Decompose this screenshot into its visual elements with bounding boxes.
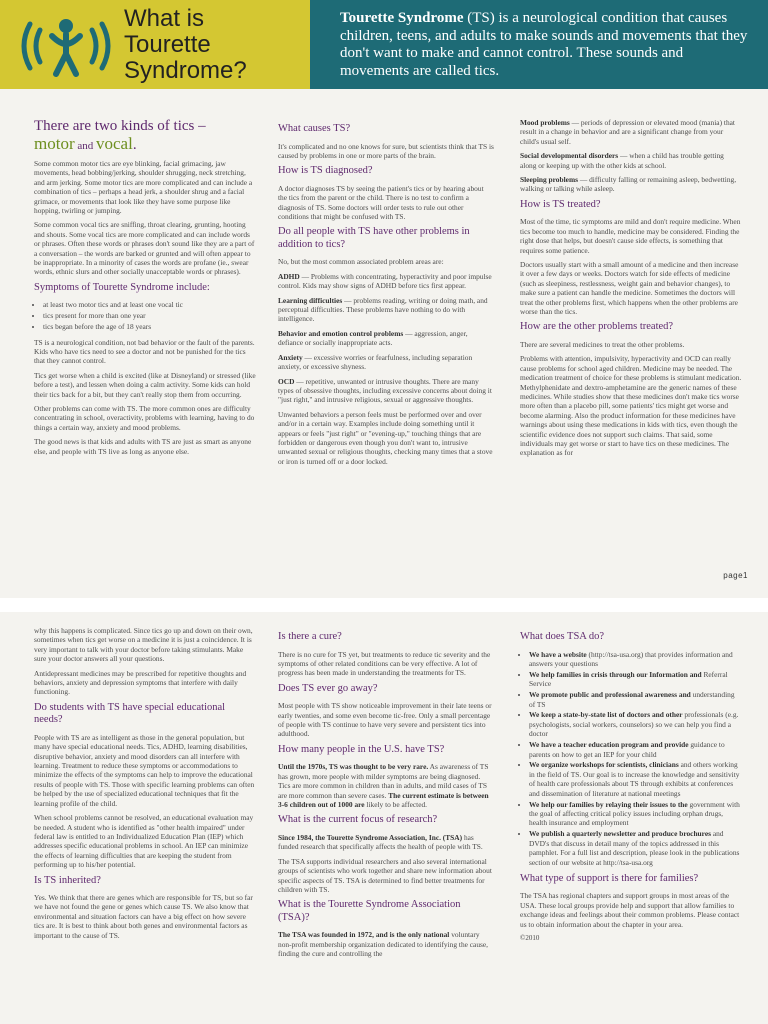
paragraph: There is no cure for TS yet, but treatments to reduce tic severity and the symptoms of other related conditions can be very effective. A lot of progress has been made in understanding the treatments for TS. [278,649,491,678]
paragraph: Behavior and emotion control problems — aggression, anger, defiance or socially inappropriate acts. [278,328,468,348]
paragraph: The TSA has regional chapters and support groups in most areas of the USA. These local groups provide help and support that allow families to exchange ideas and feelings about their common problems. Please contact us to obtain information about the chapter in your area. [520,891,740,929]
section-heading: Is there a cure? [278,631,342,642]
copyright: ©2010 [520,934,540,943]
paragraph: The TSA was founded in 1972, and is the only national voluntary non-profit membership organization dedicated to identifying the cause, finding the cure and controlling the [278,930,489,959]
paragraph: TS is a neurological condition, not bad behavior or the fault of the parents. Kids who have tics need to see a doctor and not be punished for the tics that they cannot control. [34,337,255,366]
paragraph: Other problems can come with TS. The more common ones are difficulty concentrating in school, overactivity, problems with learning, having to do things a certain way, anxiety and mood problems. [34,404,255,432]
list-item: • We promote public and professional awareness and understanding of TS [529,690,742,709]
page-title [124,6,247,84]
paragraph: Yes. We think that there are genes which are responsible for TS, but so far we have not found the gene or genes which cause TS. We also know that environmental and situation factors can have a big effect on how severe tics are. It is best to think about both genes and environmental factors as important to the cause of TS. [34,893,253,940]
section-heading: Is TS inherited? [34,874,101,886]
list-item: • tics began before the age of 18 years [43,322,256,331]
section-heading: What type of support is there for families? [520,872,699,884]
paragraph: Some common vocal tics are sniffing, throat clearing, grunting, hooting and shouts. Some vocal tics are more complicated and can include words or phrases. Often these words or phrases don't sound like they are a part of a conversation – the words are barked or grunted and will often appear to be inappropriate. In a minority of cases the words are profane (ie., swear words, ethnic slurs and other socially unacceptable words or phrases). [34,220,255,277]
list-item: • at least two motor tics and at least one vocal tic [43,300,256,309]
section-heading: Does TS ever go away? [278,682,378,694]
section-heading: Do all people with TS have other problems in addition to tics? [278,226,470,250]
paragraph: It's complicated and no one knows for sure, but scientists think that TS is caused by problems in one or more parts of the brain. [278,141,494,160]
paragraph: Most of the time, tic symptoms are mild and don't require medicine. When tics become too much to handle, medicine may be considered. Finding the right dose that helps, but doesn't cause side effects, is something that requires some patience. [520,217,741,255]
page2-column-2 [278,626,494,964]
page-two [0,612,768,1024]
paragraph: Anxiety — excessive worries or fearfulness, including separation anxiety, or excessive shyness. [278,352,473,372]
paragraph: Problems with attention, impulsivity, hyperactivity and OCD can really cause problems for school aged children. Medicine may be needed. The medication treatment of choice for these problems is stimulant medication. Methylphenidate and dextro-amphetamine are the generic names of these medicines. While studies show that these medicines don't make tics worse more often than a placebo pill, some patients' tics might get worse and become alarming. Also the product information for these medicines have warnings about using these medications in kids with tics, even though the scientific evidence does not support such claims. That said, some individuals may get worse or start to have tics on these medicines. The explanation as for [520,354,742,458]
title-line: Syndrome? [124,57,247,84]
title-line: Tourette [124,31,211,58]
section-heading: What is the Tourette Syndrome Association (TSA)? [278,899,461,923]
paragraph: Some common motor tics are eye blinking, facial grimacing, jaw movements, head bobbing/jerking, shoulder shrugging, neck stretching, and arm jerking. Some motor tics are more complicated and can include a combination of tics – perhaps a head jerk, a shoulder shrug and a facial grimace, or movements that look like they have some purpose like hopping, twirling or jumping. [34,159,253,216]
page-number: page1 [723,571,748,580]
page1-column-2 [278,118,494,471]
paragraph: Since 1984, the Tourette Syndrome Association, Inc. (TSA) has funded research that specifically affects the health of people with TS. [278,832,483,852]
section-heading: How are the other problems treated? [520,321,674,333]
page1-column-1 [34,116,256,461]
page2-column-3 [520,626,742,948]
list-item: • We have a teacher education program and provide guidance to parents on how to get an IEP for your child [529,740,742,759]
tics-heading: There are two kinds of tics – motor and vocal. [34,118,206,153]
list-item: • We help families in crisis through our Information and Referral Service [529,670,742,689]
page-gap [0,598,768,612]
paragraph: Antidepressant medicines may be prescribed for repetitive thoughts and behaviors, anxiety and depression symptoms that interfere with daily functioning. [34,668,247,697]
section-heading: What does TSA do? [520,631,605,642]
section-heading: Symptoms of Tourette Syndrome include: [34,281,210,293]
intro-rest: (TS) is a neurological condition that causes children, teens, and adults to make sounds and movements that they don't want to make and cannot control. These sounds and movements are called tics. [340,10,748,79]
symptoms-list [34,300,256,331]
paragraph: Most people with TS show noticeable improvement in their late teens or early twenties, and some even become tic-free. Only a small percentage of people with TS continue to have very severe and persistent tics into adulthood. [278,701,492,739]
section-heading: How is TS treated? [520,198,601,210]
list-item: • We have a website (http://tsa-usa.org) that provides information and answers your questions [529,650,742,669]
paragraph: The good news is that kids and adults with TS are just as smart as anyone else, and people with TS live as long as anyone else. [34,437,252,456]
list-item: • tics present for more than one year [43,311,256,320]
intro-bold: Tourette Syndrome [340,10,464,26]
header-title-panel [0,0,310,89]
paragraph: OCD — repetitive, unwanted or intrusive thoughts. There are many types of obsessive thoughts, including excessive concerns about doing it "just right," and intrusive religious, sexual or aggressive thoughts. [278,376,492,405]
list-item: • We organize workshops for scientists, clinicians and others working in the field of TS. Our goal is to increase the knowledge and sensitivity of health care professionals about TS through exhibits at conferences and dissemination of literature at national meetings [529,760,742,798]
section-heading: Do students with TS have special educational needs? [34,701,226,726]
section-heading: What causes TS? [278,123,351,134]
paragraph: Tics get worse when a child is excited (like at Disneyland) or stressed (like before a test), and lessen when doing a calm activity. Some kids can hold their tics back for a bit, but they can't really stop them from occurring. [34,370,256,399]
paragraph: Mood problems — periods of depression or elevated mood (mania) that result in a change in behavior and are a significant change from your child's usual self. [520,118,735,146]
paragraph: Doctors usually start with a small amount of a medicine and then increase it over a few days or weeks. Doctors watch for side effects of medicine (such as sleepiness, restlessness, weight gain and behavior changes), to make sure a patient can handle the medicine. Sometimes the doctors will treat the other problems first, which happens when the other problems are worse than the tics. [520,259,739,316]
page1-column-3 [520,118,742,463]
tsa-activities-list [520,650,742,867]
list-item: • We keep a state-by-state list of doctors and other professionals (e.g. psychologists, social workers, counselors) so we can help you find a doctor [529,710,742,738]
paragraph: A doctor diagnoses TS by seeing the patient's tics or by hearing about the tics from the parent or the child. There is no test to confirm a diagnosis of TS. Some doctors will order tests to rule out other conditions that might be confused with TS. [278,183,484,222]
paragraph: Learning difficulties — problems reading, writing or doing math, and perceptual difficulties. These problems have nothing to do with intelligence. [278,295,488,324]
section-heading: How is TS diagnosed? [278,165,373,177]
section-heading: How many people in the U.S. have TS? [278,743,445,755]
paragraph: why this happens is complicated. Since tics go up and down on their own, sometimes when tics get worse on a medicine it is just a coincidence. It is very important to talk with your doctor before taking stimulants. Make sure your doctor answers all your questions. [34,626,253,664]
paragraph: People with TS are as intelligent as those in the general population, but many have special educational needs. Tics, ADHD, learning disabilities, disruptive behavior, anxiety and mood disorders can all interfere with learning. Treatment to reduce these symptoms or accommodations to minimize the effects of the symptoms can help to improve the educational results of people with TS. Those with specific learning problems can often be helped by the use of specialized educational techniques that fit the learning profile of the child. [34,732,255,808]
title-line: What is [124,5,205,32]
paragraph: Sleeping problems — difficulty falling or remaining asleep, bedwetting, walking or talking while asleep. [520,175,737,194]
paragraph: The TSA supports individual researchers and also several international groups of scientists who work together and share new information about specific aspects of TS. TSA is determined to find better treatments for children with TS. [278,856,492,894]
paragraph: When school problems cannot be resolved, an educational evaluation may be needed. A student who is identified as "other health impaired" under federal law is entitled to an Individualized Education Plan (IEP) which addresses specific educational problems in school. An IEP can minimize the effects of learning difficulties that are keeping the student from performing up to his/her potential. [34,813,254,870]
intro-text [340,10,756,80]
page2-column-1 [34,626,256,945]
paragraph: There are several medicines to treat the other problems. [520,339,685,349]
list-item: • We publish a quarterly newsletter and produce brochures and DVD's that discuss in detail many of the topics addressed in this pamphlet. For a full list and description, please look in the publications section of our website at http://tsa-usa.org [529,829,742,867]
list-item: • We help our families by relaying their issues to the government with the goal of affecting critical policy issues including orphan drugs, health insurance and employment [529,800,742,828]
paragraph: Unwanted behaviors a person feels must be performed over and over and/or in a certain way. Examples include doing something until it appears or feels "just right" or "evening-up," touching things that are forbidden or dangerous even though you don't want to, intrusive unwanted sexual or religious thoughts, checking many times that a stove or iron is turned off or a door locked. [278,409,493,466]
paragraph: Until the 1970s, TS was thought to be very rare. As awareness of TS has grown, more people with milder symptoms are being diagnosed. Tics are more common in children than in adults, and mild cases of TS are more common than severe cases. The current estimate is between 3-6 children out of 1000 are likely to be affected. [278,762,489,809]
section-heading: What is the current focus of research? [278,814,438,826]
tsa-logo-icon [16,10,116,82]
paragraph: Social developmental disorders — when a child has trouble getting along or keeping up with the other kids at school. [520,151,724,170]
paragraph: No, but the most common associated problem areas are: [278,257,444,267]
paragraph: ADHD — Problems with concentrating, hyperactivity and poor impulse control. Kids may show signs of ADHD before tics first appear. [278,271,492,291]
